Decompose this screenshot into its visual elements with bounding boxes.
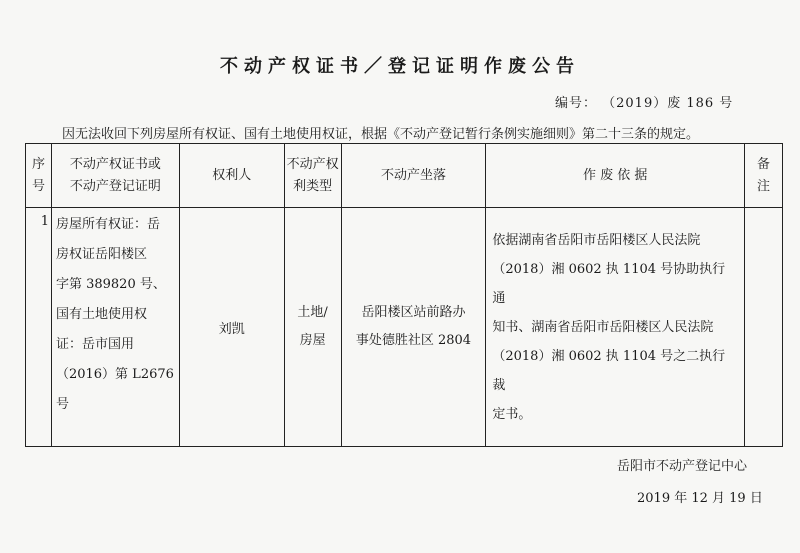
intro-text: 因无法收回下列房屋所有权证、国有土地使用权证，根据《不动产登记暂行条例实施细则》第二十三条的规定。 <box>62 127 700 142</box>
header-basis: 作 废 依 据 <box>486 144 745 208</box>
document-number: 编号： （2019）废 186 号 <box>555 96 734 111</box>
cell-seq: 1 <box>26 208 52 447</box>
void-notice-table <box>25 143 783 447</box>
page-title: 不动产权证书／登记证明作废公告 <box>220 56 580 77</box>
issue-date: 2019 年 12 月 19 日 <box>637 491 763 506</box>
header-location: 不动产坐落 <box>341 144 486 208</box>
cell-cert: 房屋所有权证：岳 房权证岳阳楼区 字第 389820 号、 国有土地使用权 证：岳市国用 （2016）第 L2676 号 <box>51 208 179 447</box>
header-remark: 备 注 <box>745 144 783 208</box>
header-right-type: 不动产权 利类型 <box>284 144 341 208</box>
cell-basis: 依据湖南省岳阳市岳阳楼区人民法院 （2018）湘 0602 执 1104 号协助执行通 知书、湖南省岳阳市岳阳楼区人民法院 （2018）湘 0602 执 1104 号之二执行裁 定书。 <box>486 208 745 447</box>
header-owner: 权利人 <box>179 144 284 208</box>
header-seq: 序 号 <box>26 144 52 208</box>
cell-right-type: 土地/ 房屋 <box>284 208 341 447</box>
cell-location: 岳阳楼区站前路办 事处德胜社区 2804 <box>341 208 486 447</box>
header-cert: 不动产权证书或 不动产登记证明 <box>51 144 179 208</box>
cell-owner: 刘凯 <box>179 208 284 447</box>
cell-remark <box>745 208 783 447</box>
issuer-name: 岳阳市不动产登记中心 <box>617 459 748 474</box>
table-header-row <box>26 144 783 208</box>
table-row <box>26 208 783 447</box>
